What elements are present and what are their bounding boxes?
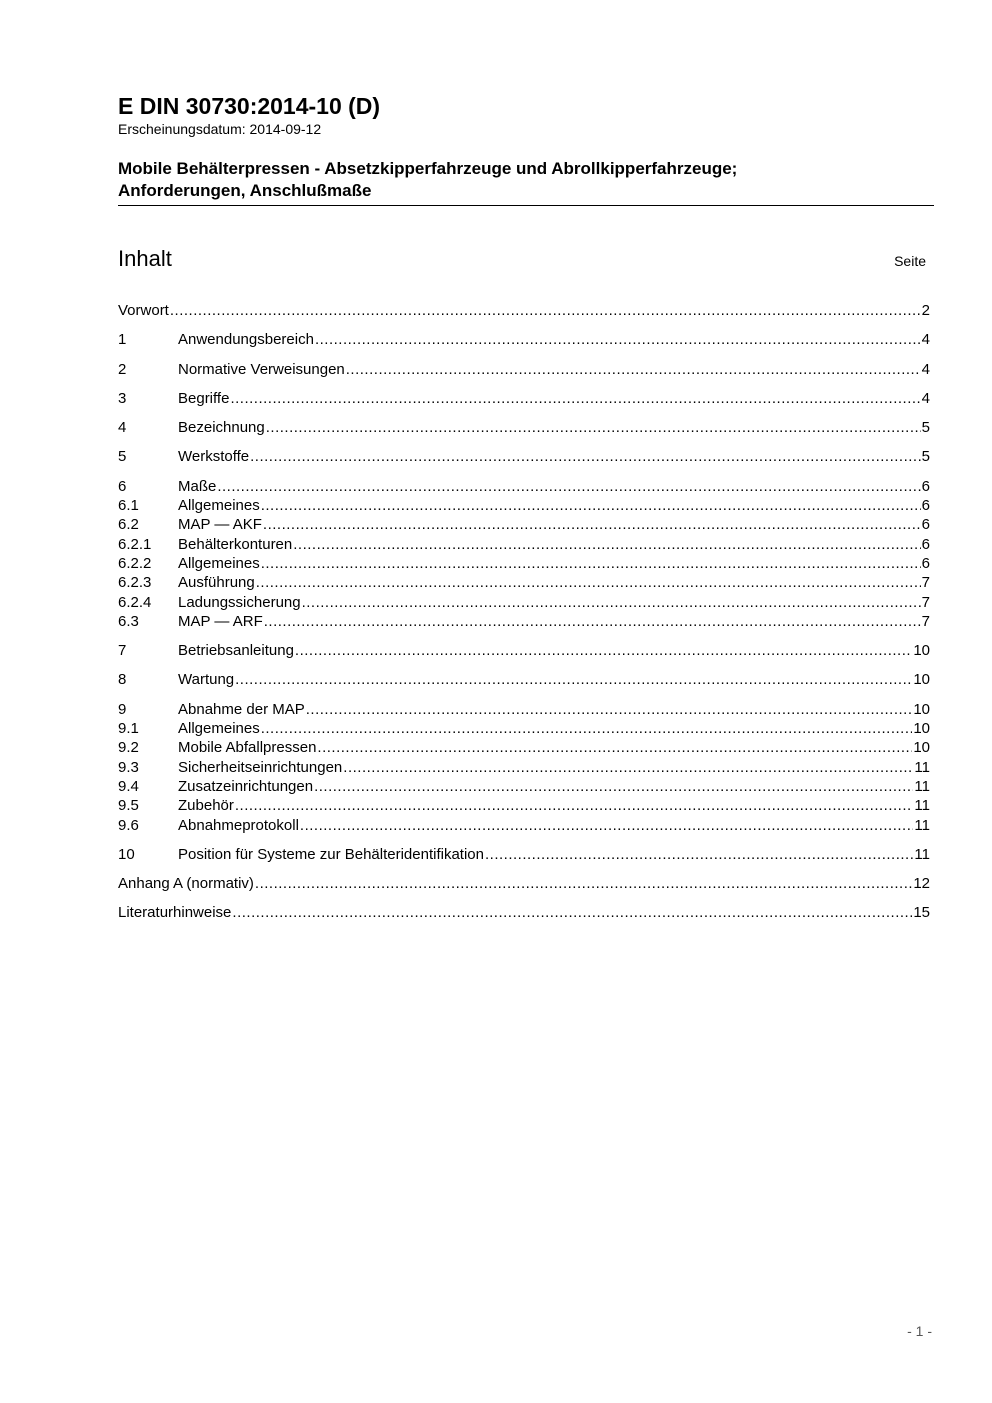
toc-dot-leader [293,535,920,554]
toc-entry-title: Wartung [178,671,235,689]
toc-dot-leader [232,903,912,922]
toc-dot-leader [230,389,920,408]
toc-entry-number: 9.1 [118,720,139,738]
toc-entry[interactable] [118,796,930,815]
toc-entry-number: 3 [118,389,127,407]
toc-entry-title: Bezeichnung [178,419,265,437]
toc-entry-page: 4 [921,331,930,349]
toc-dot-leader [264,612,921,631]
toc-entry-page: 6 [921,477,930,495]
toc-entry-title: Vorwort [118,302,169,319]
toc-entry-page: 12 [913,875,930,893]
toc-entry-title: MAP — AKF [178,516,262,534]
toc-page-column-label: Seite [894,253,926,269]
toc-dot-leader [250,447,921,466]
toc-entry[interactable] [118,903,930,922]
toc-entry-title: Allgemeines [178,720,260,738]
toc-entry-page: 5 [921,419,930,437]
toc-entry-title: Behälterkonturen [178,535,293,553]
toc-entry[interactable] [118,573,930,592]
toc-entry-title: Mobile Abfallpressen [178,739,317,757]
toc-dot-leader [261,496,921,515]
toc-entry-title: Literaturhinweise [118,904,232,922]
toc-entry-title: Allgemeines [178,497,260,515]
toc-entry-title: Sicherheitseinrichtungen [178,758,343,776]
toc-entry-page: 10 [913,739,930,757]
toc-entry-number: 9.2 [118,739,139,757]
toc-heading: Inhalt [118,246,172,271]
toc-entry[interactable] [118,593,930,612]
toc-entry-title: Position für Systeme zur Behälteridentifikation [178,845,484,863]
toc-dot-leader [235,796,914,815]
toc-entry-title: Zusatzeinrichtungen [178,777,314,795]
toc-entry-page: 4 [921,389,930,407]
toc-entry[interactable] [118,535,930,554]
document-title [118,158,934,206]
toc-entry[interactable] [118,447,930,466]
toc-entry[interactable] [118,477,930,496]
toc-entry-number: 9.4 [118,777,139,795]
toc-entry[interactable] [118,641,930,660]
toc-entry-page: 15 [913,904,930,922]
toc-entry[interactable] [118,515,930,534]
toc-entry-title: Anwendungsbereich [178,331,314,349]
toc-entry-title: Zubehör [178,797,234,815]
toc-dot-leader [266,418,921,437]
page-number: - 1 - [907,1323,932,1339]
toc-entry-number: 9 [118,700,127,718]
toc-entry-title: Begriffe [178,389,230,407]
toc-entry-page: 10 [913,720,930,738]
toc-entry-title: Normative Verweisungen [178,360,345,378]
toc-entry[interactable] [118,816,930,835]
toc-entry-page: 7 [921,574,930,592]
document-title-line-1: Mobile Behälterpressen - Absetzkipperfahrzeuge und Abrollkipperfahrzeuge; [118,159,738,178]
document-title-line-2: Anforderungen, Anschlußmaße [118,181,372,200]
toc-entry-title: Werkstoffe [178,448,250,466]
toc-entry-page: 11 [914,758,930,776]
toc-entry[interactable] [118,554,930,573]
table-of-contents [118,301,930,923]
toc-entry-title: Maße [178,477,217,495]
toc-dot-leader [235,670,912,689]
toc-dot-leader [263,515,921,534]
toc-entry-number: 9.6 [118,816,139,834]
toc-entry-title: Anhang A (normativ) [118,875,254,893]
toc-entry-title: Betriebsanleitung [178,642,294,660]
toc-entry-number: 7 [118,642,127,660]
toc-entry-number: 2 [118,360,127,378]
toc-entry[interactable] [118,700,930,719]
toc-entry-page: 6 [921,554,930,572]
toc-entry-title: Abnahmeprotokoll [178,816,299,834]
toc-entry-page: 5 [921,448,930,466]
toc-entry-page: 6 [921,535,930,553]
toc-entry-number: 5 [118,448,127,466]
toc-entry-number: 10 [118,845,135,863]
toc-entry-page: 7 [921,612,930,630]
toc-entry-page: 6 [921,516,930,534]
toc-entry[interactable] [118,496,930,515]
toc-dot-leader [261,719,913,738]
toc-entry-title: Allgemeines [178,554,260,572]
toc-entry-number: 4 [118,419,127,437]
toc-heading-row [118,245,926,273]
toc-entry-title: MAP — ARF [178,612,263,630]
toc-entry-page: 10 [913,642,930,660]
toc-entry-page: 10 [913,671,930,689]
toc-entry-number: 9.3 [118,758,139,776]
toc-entry[interactable] [118,360,930,379]
toc-entry-number: 8 [118,671,127,689]
toc-dot-leader [256,573,921,592]
toc-entry-number: 6.2.1 [118,535,152,553]
toc-dot-leader [317,738,912,757]
toc-entry-number: 6.2.3 [118,574,152,592]
toc-entry[interactable] [118,330,930,349]
toc-entry[interactable] [118,301,930,320]
toc-dot-leader [170,301,921,320]
toc-entry-page: 7 [921,593,930,611]
toc-dot-leader [217,477,920,496]
toc-entry-title: Ausführung [178,574,255,592]
toc-entry-title: Ladungssicherung [178,593,301,611]
toc-entry-number: 6.2.4 [118,593,152,611]
toc-entry-title: Abnahme der MAP [178,700,305,718]
toc-entry[interactable] [118,758,930,777]
toc-dot-leader [315,330,921,349]
toc-entry[interactable] [118,738,930,757]
toc-entry[interactable] [118,845,930,864]
toc-entry[interactable] [118,612,930,631]
toc-entry[interactable] [118,418,930,437]
toc-entry[interactable] [118,389,930,408]
toc-dot-leader [302,593,921,612]
document-id: E DIN 30730:2014-10 (D) [118,93,381,119]
toc-entry-number: 6.2.2 [118,554,152,572]
toc-entry-page: 11 [914,797,930,815]
toc-dot-leader [261,554,921,573]
toc-entry-number: 6 [118,477,127,495]
publication-date: Erscheinungsdatum: 2014-09-12 [118,121,322,137]
toc-dot-leader [295,641,912,660]
toc-entry-page: 2 [921,302,930,319]
toc-dot-leader [346,360,921,379]
toc-entry-number: 6.1 [118,497,139,515]
toc-dot-leader [485,845,913,864]
toc-entry[interactable] [118,777,930,796]
toc-entry-page: 11 [914,845,930,863]
toc-entry[interactable] [118,670,930,689]
toc-entry-number: 1 [118,331,127,349]
toc-entry-number: 6.3 [118,612,139,630]
toc-entry-page: 10 [913,700,930,718]
toc-entry-page: 4 [921,360,930,378]
toc-dot-leader [343,758,913,777]
toc-entry-page: 11 [914,816,930,834]
toc-entry-page: 6 [921,497,930,515]
toc-dot-leader [306,700,913,719]
document-header [118,92,934,206]
toc-dot-leader [255,874,912,893]
toc-entry[interactable] [118,719,930,738]
toc-dot-leader [300,816,914,835]
toc-entry-page: 11 [914,777,930,795]
toc-entry[interactable] [118,874,930,893]
toc-dot-leader [314,777,913,796]
toc-entry-number: 6.2 [118,516,139,534]
toc-entry-number: 9.5 [118,797,139,815]
